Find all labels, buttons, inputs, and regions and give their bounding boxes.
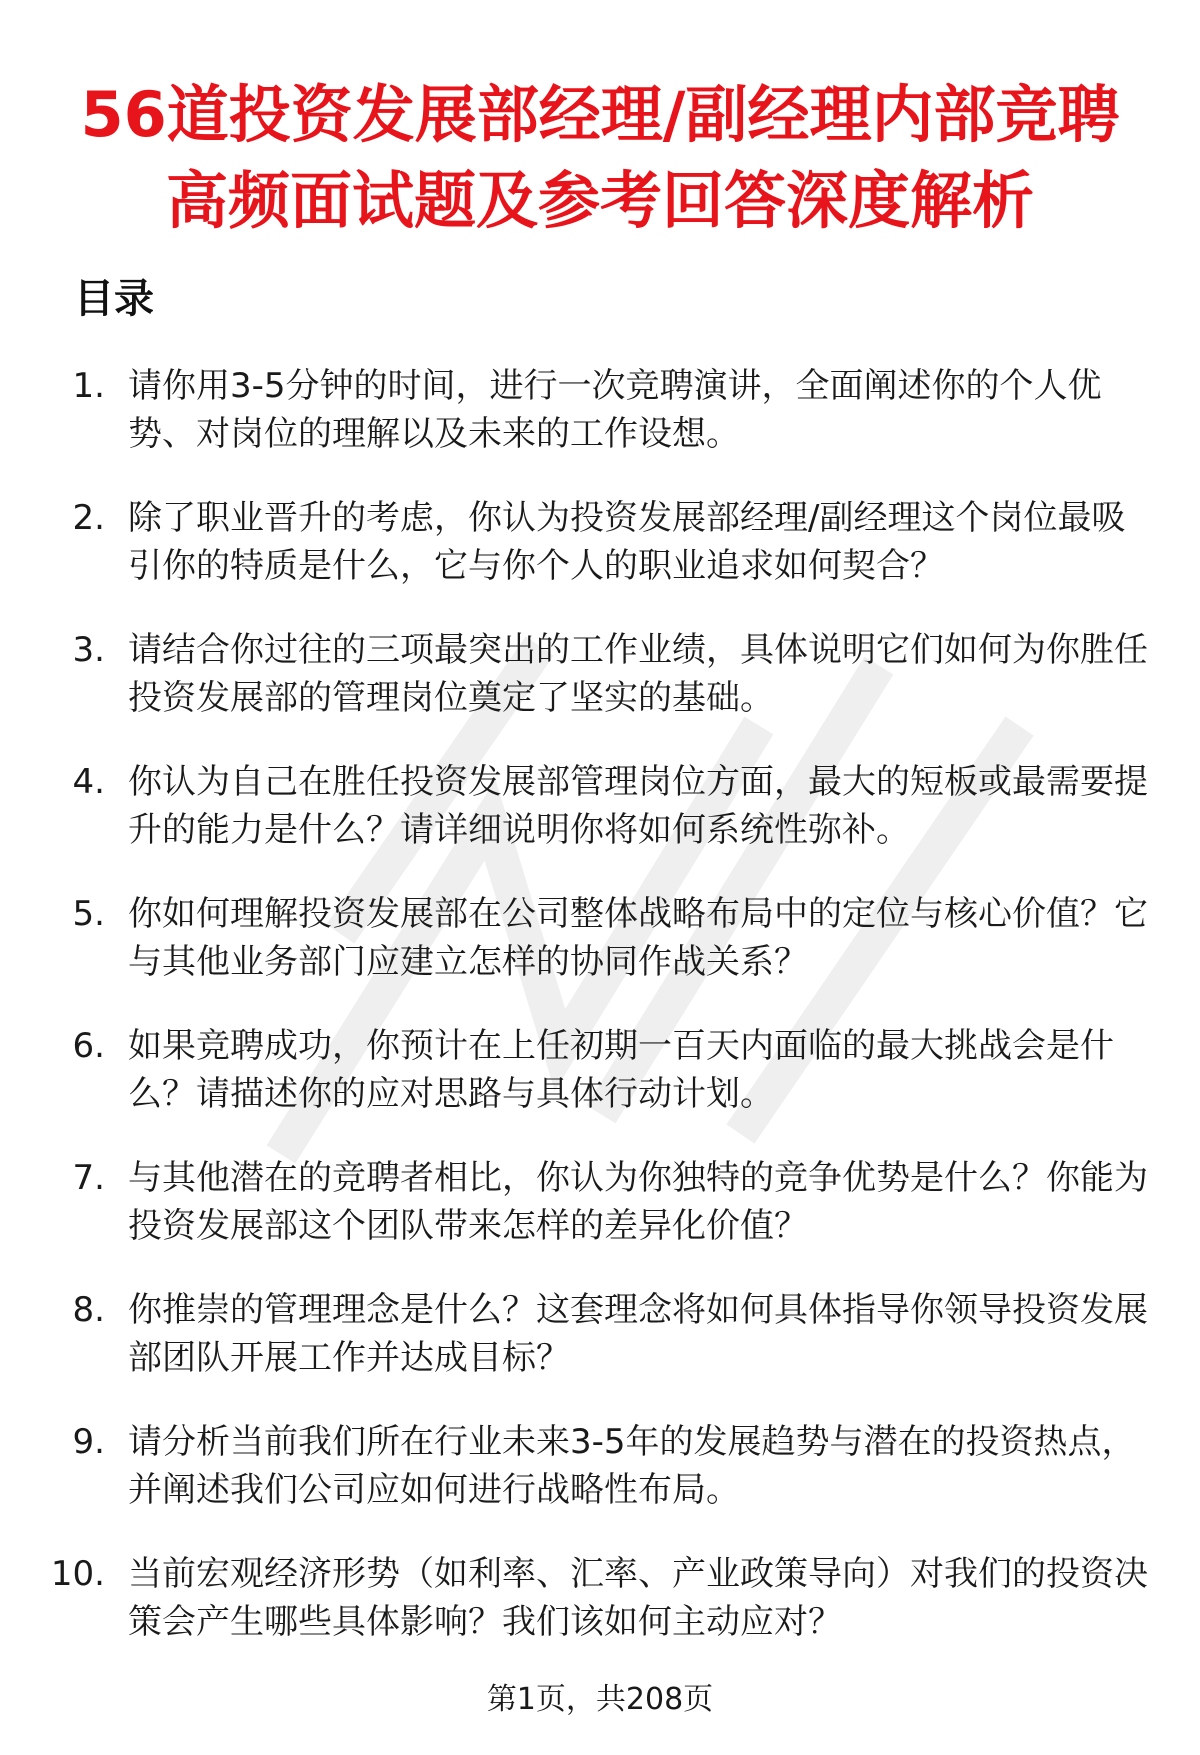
question-text: 请你用3-5分钟的时间，进行一次竞聘演讲，全面阐述你的个人优势、对岗位的理解以及未来的工作设想。	[128, 366, 1102, 454]
question-number: 3.	[72, 630, 105, 670]
question-item	[0, 1022, 1200, 1154]
question-item	[0, 890, 1200, 1022]
question-number: 1.	[72, 366, 105, 406]
question-number: 7.	[72, 1158, 105, 1198]
question-text: 你如何理解投资发展部在公司整体战略布局中的定位与核心价值？它与其他业务部门应建立怎样的协同作战关系？	[128, 894, 1148, 982]
document-title: 56道投资发展部经理/副经理内部竞聘高频面试题及参考回答深度解析	[80, 78, 1120, 237]
page-footer: 第1页，共208页	[486, 1682, 714, 1717]
question-text: 除了职业晋升的考虑，你认为投资发展部经理/副经理这个岗位最吸引你的特质是什么，它与你个人的职业追求如何契合？	[128, 498, 1126, 586]
question-item	[0, 1286, 1200, 1418]
question-list	[0, 362, 1200, 1682]
question-text: 请结合你过往的三项最突出的工作业绩，具体说明它们如何为你胜任投资发展部的管理岗位奠定了坚实的基础。	[128, 630, 1148, 718]
question-item	[0, 1418, 1200, 1550]
toc-heading: 目录	[74, 276, 154, 322]
question-text: 你推崇的管理理念是什么？这套理念将如何具体指导你领导投资发展部团队开展工作并达成目标？	[128, 1290, 1148, 1378]
question-item	[0, 758, 1200, 890]
question-number: 2.	[72, 498, 105, 538]
question-text: 请分析当前我们所在行业未来3-5年的发展趋势与潜在的投资热点，并阐述我们公司应如何进行战略性布局。	[128, 1422, 1136, 1510]
question-number: 9.	[72, 1422, 105, 1462]
question-item	[0, 1550, 1200, 1682]
question-text: 与其他潜在的竞聘者相比，你认为你独特的竞争优势是什么？你能为投资发展部这个团队带来怎样的差异化价值？	[128, 1158, 1148, 1246]
question-item	[0, 1154, 1200, 1286]
question-text: 你认为自己在胜任投资发展部管理岗位方面，最大的短板或最需要提升的能力是什么？请详细说明你将如何系统性弥补。	[128, 762, 1148, 850]
question-number: 6.	[72, 1026, 105, 1066]
question-number: 8.	[72, 1290, 105, 1330]
question-text: 如果竞聘成功，你预计在上任初期一百天内面临的最大挑战会是什么？请描述你的应对思路与具体行动计划。	[128, 1026, 1114, 1114]
question-number: 5.	[72, 894, 105, 934]
question-text: 当前宏观经济形势（如利率、汇率、产业政策导向）对我们的投资决策会产生哪些具体影响？我们该如何主动应对？	[128, 1554, 1148, 1642]
question-number: 4.	[72, 762, 105, 802]
question-item	[0, 494, 1200, 626]
question-item	[0, 362, 1200, 494]
question-item	[0, 626, 1200, 758]
question-number: 10.	[50, 1554, 105, 1594]
